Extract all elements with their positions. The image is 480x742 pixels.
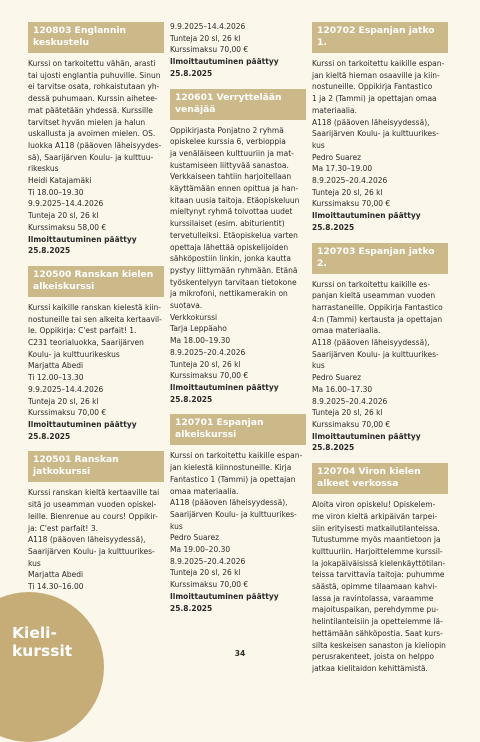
course-text-line: hettämään sähköpostia. Saat kurs- bbox=[312, 628, 443, 638]
course-text-line: tarvitset hyvän mielen ja halun bbox=[28, 117, 146, 127]
course-text-line: kurssilaiset (esim. abiturientit) bbox=[170, 219, 285, 229]
course-description bbox=[170, 451, 306, 614]
course-text-line: Tunteja 20 sl, 26 kl bbox=[170, 568, 241, 578]
course-text-line: Saarijärven Koulu- ja kulttuurikes- bbox=[312, 129, 439, 139]
course-text-line: ei tarvitse osata, rohkaistutaan yh- bbox=[28, 82, 160, 92]
course-text-line: 8.9.2025–20.4.2026 bbox=[312, 176, 388, 186]
course-text-line: nostuneille tai sen alkeita kertaavil- bbox=[28, 314, 162, 324]
course-text-line: leille. Bienrenue au cours! Oppikir- bbox=[28, 511, 158, 521]
course-text-line: majoituspaikan, perehdymme pu- bbox=[312, 605, 439, 615]
course-text-line: 9.9.2025–14.4.2026 bbox=[28, 384, 104, 394]
course-text-line: teissa tarvittavia taitoja: puhumme bbox=[312, 570, 445, 580]
registration-deadline-date: 25.8.2025 bbox=[170, 394, 213, 404]
course-text-line: Kurssi ranskan kieltä kertaaville tai bbox=[28, 488, 160, 498]
course-text-line: Aloita viron opiskelu! Opiskelem- bbox=[312, 500, 436, 510]
course-text-line: Kurssimaksu 70,00 € bbox=[170, 580, 249, 590]
section-label-line1: Kieli- bbox=[12, 624, 57, 642]
column-right bbox=[312, 22, 448, 684]
course-text-line: rikeskus bbox=[28, 164, 59, 174]
course-text-line: mat päätetään yhdessä. Kurssille bbox=[28, 105, 153, 115]
course-text-line: Kurssimaksu 70,00 € bbox=[312, 199, 391, 209]
course-text-line: jatkaa kielitaidon kehittämistä. bbox=[312, 663, 428, 673]
course-text-line: Tunteja 20 sl, 26 kl bbox=[170, 359, 241, 369]
course-text-line: Pedro Suarez bbox=[312, 152, 362, 162]
course-text-line: Kurssimaksu 58,00 € bbox=[28, 222, 107, 232]
course-text-line: mieltynyt ryhmä toivottaa uudet bbox=[170, 207, 293, 217]
course-text-line: panjan kieltä useamman vuoden bbox=[312, 291, 436, 301]
course-text-line: Verkkaiseen tahtiin harjoitellaan bbox=[170, 172, 292, 182]
column-middle bbox=[170, 22, 306, 623]
course-text-line: uskallusta ja avoimen mielen. OS. bbox=[28, 129, 156, 139]
course-text-line: Tunteja 20 sl, 26 kl bbox=[170, 33, 241, 43]
course-text-line: Ma 19.00–20.30 bbox=[170, 545, 231, 555]
course-text-line: 9.9.2025–14.4.2026 bbox=[170, 22, 246, 31]
course-text-line: Verkkokurssi bbox=[170, 312, 218, 322]
course-description bbox=[312, 280, 448, 455]
course-description bbox=[170, 126, 306, 406]
registration-deadline-date: 25.8.2025 bbox=[170, 603, 213, 613]
course-text-line: le. Oppikirja: C'est parfait! 1. bbox=[28, 326, 137, 336]
course-text-line: Tunteja 20 sl, 26 kl bbox=[28, 211, 99, 221]
course-text-line: Tutustumme myös maantietoon ja bbox=[312, 535, 441, 545]
course-text-line: 4:n (Tammi) kertausta ja opettajan bbox=[312, 314, 443, 324]
course-title: 120703 Espanjan jatko 2. bbox=[312, 243, 448, 274]
course-title: 120701 Espanjan alkeiskurssi bbox=[170, 414, 306, 445]
course-text-line: kitaan uusia taitoja. Etäopiskeluun bbox=[170, 195, 300, 205]
course-description bbox=[312, 59, 448, 234]
course-text-line: lassa ja ravintolassa, varaamme bbox=[312, 593, 434, 603]
course-text-line: Tunteja 20 sl, 26 kl bbox=[312, 187, 383, 197]
course-text-line: Saarijärven Koulu- ja kulttuurikes- bbox=[28, 546, 155, 556]
course-text-line: Koulu- ja kulttuurikeskus bbox=[28, 349, 120, 359]
course-text-line: 8.9.2025–20.4.2026 bbox=[170, 556, 246, 566]
course-text-line: ja venäläiseen kulttuuriin ja mat- bbox=[170, 148, 294, 158]
registration-deadline-date: 25.8.2025 bbox=[312, 443, 355, 453]
course-title: 120500 Ranskan kielen alkeiskurssi bbox=[28, 266, 164, 297]
course-text-line: jan kieltä hieman osaaville ja kiin- bbox=[312, 70, 440, 80]
registration-deadline-label: Ilmoittautuminen päättyy bbox=[312, 431, 421, 441]
section-label-line2: kurssit bbox=[12, 642, 73, 660]
registration-deadline-date: 25.8.2025 bbox=[312, 222, 355, 232]
registration-deadline-label: Ilmoittautuminen päättyy bbox=[28, 419, 137, 429]
course-text-line: A118 (pääoven läheisyydessä), bbox=[312, 117, 430, 127]
course-text-line: la jokapäiväisissä kielenkäyttötilan- bbox=[312, 558, 446, 568]
course-text-line: kus bbox=[170, 521, 183, 531]
course-text-line: helintilanteisiin ja opettelemme lä- bbox=[312, 617, 443, 627]
course-text-line: C231 teorialuokka, Saarijärven bbox=[28, 338, 144, 348]
course-text-line: omaa materiaalia. bbox=[170, 486, 239, 496]
column-left bbox=[28, 22, 164, 602]
course-text-line: Kurssi on tarkoitettu kaikille es- bbox=[312, 279, 431, 289]
course-text-line: sä), Saarijärven Koulu- ja kulttuu- bbox=[28, 152, 154, 162]
registration-deadline-date: 25.8.2025 bbox=[170, 68, 213, 78]
course-continuation bbox=[170, 22, 306, 80]
course-text-line: Ti 18.00–19.30 bbox=[28, 187, 84, 197]
course-text-line: sähköpostiin linkin, jonka kautta bbox=[170, 254, 291, 264]
registration-deadline-label: Ilmoittautuminen päättyy bbox=[170, 382, 279, 392]
course-text-line: Kurssi on tarkoitettu vähän, arasti bbox=[28, 59, 156, 68]
course-text-line: Kurssimaksu 70,00 € bbox=[28, 408, 107, 418]
course-text-line: Tunteja 20 sl, 26 kl bbox=[312, 408, 383, 418]
course-text-line: Marjatta Abedi bbox=[28, 570, 84, 580]
course-text-line: luokka A118 (pääoven läheisyydes- bbox=[28, 140, 162, 150]
course-text-line: Oppikirjasta Ponjatno 2 ryhmä bbox=[170, 125, 284, 135]
course-text-line: opettaja lähettää opiskelijoiden bbox=[170, 242, 289, 252]
course-text-line: A118 (pääoven läheisyydessä), bbox=[312, 338, 430, 348]
course-text-line: sitä jo useamman vuoden opiskel- bbox=[28, 500, 157, 510]
course-text-line: Ti 14.30–16.00 bbox=[28, 582, 84, 592]
course-text-line: tervetulleiksi. Etäopiskelua varten bbox=[170, 230, 298, 240]
course-title: 120501 Ranskan jatkokurssi bbox=[28, 451, 164, 482]
course-text-line: ja mikrofoni, nettikamerakin on bbox=[170, 289, 288, 299]
course-text-line: perusrakenteet, joista on helppo bbox=[312, 652, 434, 662]
page-number: 34 bbox=[234, 649, 246, 658]
course-description bbox=[28, 488, 164, 592]
course-text-line: Saarijärven Koulu- ja kulttuurikes- bbox=[170, 509, 297, 519]
course-text-line: säästä, opimme tilaamaan kahvi- bbox=[312, 582, 438, 592]
course-text-line: Ma 17.30–19.00 bbox=[312, 164, 373, 174]
course-text-line: opiskelee kurssia 6, verbioppia bbox=[170, 137, 286, 147]
registration-deadline-label: Ilmoittautuminen päättyy bbox=[28, 234, 137, 244]
course-text-line: Kurssimaksu 70,00 € bbox=[170, 45, 249, 55]
course-text-line: Kurssi on tarkoitettu kaikille espan- bbox=[312, 59, 445, 68]
course-text-line: kulttuuriin. Harjoittelemme kurssil- bbox=[312, 546, 443, 556]
course-title: 120601 Verryttelään venäjää bbox=[170, 89, 306, 120]
course-text-line: käyttämään ennen opittua ja han- bbox=[170, 184, 299, 194]
course-text-line: Saarijärven Koulu- ja kulttuurikes- bbox=[312, 349, 439, 359]
course-text-line: Marjatta Abedi bbox=[28, 361, 84, 371]
registration-deadline-date: 25.8.2025 bbox=[28, 246, 71, 256]
course-text-line: pystyy liittymään ryhmään. Etänä bbox=[170, 265, 298, 275]
registration-deadline-label: Ilmoittautuminen päättyy bbox=[312, 211, 421, 221]
course-text-line: Tarja Leppäaho bbox=[170, 324, 227, 334]
course-text-line: 9.9.2025–14.4.2026 bbox=[28, 199, 104, 209]
course-text-line: jan kielestä kiinnostuneille. Kirja bbox=[170, 463, 292, 473]
section-corner-badge bbox=[0, 592, 104, 742]
course-text-line: kus bbox=[312, 361, 325, 371]
course-text-line: ja: C'est parfait! 3. bbox=[28, 523, 98, 533]
course-text-line: 1 ja 2 (Tammi) ja opettajan omaa bbox=[312, 94, 437, 104]
course-text-line: Pedro Suarez bbox=[312, 373, 362, 383]
course-text-line: 8.9.2025–20.4.2026 bbox=[170, 347, 246, 357]
course-text-line: työskentelyyn tarvitaan tietokone bbox=[170, 277, 297, 287]
course-text-line: Ti 12.00–13.30 bbox=[28, 373, 84, 383]
course-text-line: Heidi Katajamäki bbox=[28, 176, 92, 186]
course-text-line: harrastaneille. Oppikirja Fantastico bbox=[312, 302, 443, 312]
course-text-line: Kurssimaksu 70,00 € bbox=[312, 419, 391, 429]
registration-deadline-date: 25.8.2025 bbox=[28, 431, 71, 441]
course-text-line: me viron kieltä arkipäivän tarpei- bbox=[312, 511, 438, 521]
course-text-line: kustamiseen liittyvää sanastoa. bbox=[170, 160, 289, 170]
course-text-line: Ma 18.00–19.30 bbox=[170, 336, 231, 346]
course-text-line: Kurssimaksu 70,00 € bbox=[170, 371, 249, 381]
course-text-line: Kurssi on tarkoitettu kaikille espan- bbox=[170, 451, 303, 461]
course-text-line: kus bbox=[28, 558, 41, 568]
course-text-line: 8.9.2025–20.4.2026 bbox=[312, 396, 388, 406]
course-text-line: Kurssi kaikille ranskan kielestä kiin- bbox=[28, 302, 161, 312]
course-description bbox=[28, 303, 164, 442]
course-text-line: dessä puhumaan. Kurssin aiheteе- bbox=[28, 94, 158, 104]
course-text-line: omaa materiaalia. bbox=[312, 326, 381, 336]
registration-deadline-label: Ilmoittautuminen päättyy bbox=[170, 591, 279, 601]
course-text-line: kus bbox=[312, 140, 325, 150]
course-text-line: tai ujosti englantia puhuville. Sinun bbox=[28, 70, 161, 80]
course-title: 120704 Viron kielen alkeet verkossa bbox=[312, 463, 448, 494]
course-text-line: siin erityisesti matkailutilanteissa. bbox=[312, 523, 440, 533]
course-text-line: A118 (pääoven läheisyydessä), bbox=[28, 535, 146, 545]
course-description bbox=[28, 59, 164, 257]
course-title: 120702 Espanjan jatko 1. bbox=[312, 22, 448, 53]
course-text-line: nostuneille. Oppikirja Fantastico bbox=[312, 82, 433, 92]
course-text-line: materiaalia. bbox=[312, 105, 357, 115]
registration-deadline-label: Ilmoittautuminen päättyy bbox=[170, 57, 279, 67]
course-text-line: Tunteja 20 sl, 26 kl bbox=[28, 396, 99, 406]
course-text-line: suotava. bbox=[170, 301, 203, 311]
course-text-line: Fantastico 1 (Tammi) ja opettajan bbox=[170, 474, 296, 484]
course-text-line: silta keskeisen sanaston ja kieliopin bbox=[312, 640, 446, 650]
course-title: 120803 Englannin keskustelu bbox=[28, 22, 164, 53]
course-text-line: Pedro Suarez bbox=[170, 533, 220, 543]
course-text-line: Ma 16.00–17.30 bbox=[312, 384, 373, 394]
course-text-line: A118 (pääoven läheisyydessä), bbox=[170, 498, 288, 508]
